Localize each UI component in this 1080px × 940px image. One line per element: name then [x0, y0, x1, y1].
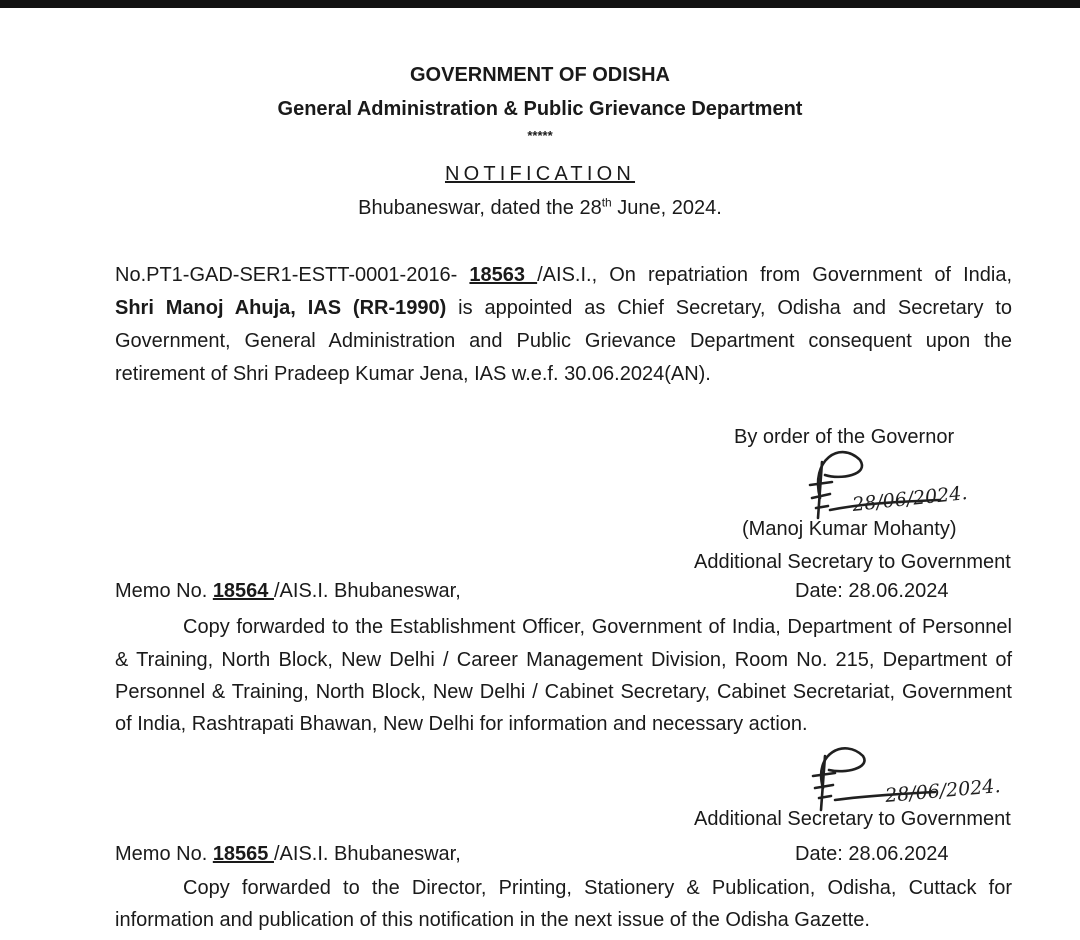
signatory-designation: Additional Secretary to Government: [694, 551, 1011, 573]
notification-title: NOTIFICATION: [444, 163, 636, 185]
memo-1-prefix: Memo No.: [115, 580, 213, 602]
memo-2-number: 18565: [212, 843, 274, 865]
notification-line-1: [115, 263, 1012, 287]
memo-1-number-line: [115, 580, 461, 603]
date-superscript: th: [601, 195, 612, 210]
department-title: General Administration & Public Grievance Department: [277, 98, 803, 120]
memo-2-line-2: information and publication of this notification in the next issue of the Odisha Gazette.: [115, 909, 870, 931]
notification-heading: [0, 163, 1080, 186]
date-suffix: June, 2024.: [611, 197, 722, 219]
date-prefix: Bhubaneswar, dated the 28: [358, 197, 602, 219]
by-order-text: By order of the Governor: [734, 426, 955, 448]
line2-rest: is appointed as Chief Secretary, Odisha and Secretary to: [446, 297, 1013, 319]
memo-1-suffix: /AIS.I. Bhubaneswar,: [273, 580, 461, 602]
memo-1-designation: Additional Secretary to Government: [694, 808, 1011, 830]
memo-1-line-4: of India, Rashtrapati Bhawan, New Delhi for information and necessary action.: [115, 713, 808, 735]
line1-rest: /AIS.I., On repatriation from Government of India,: [537, 264, 1012, 286]
government-title: GOVERNMENT OF ODISHA: [409, 64, 670, 86]
signature-1-date: 28/06/2024.: [851, 482, 969, 516]
appointee-name: Shri Manoj Ahuja, IAS (RR-1990): [115, 297, 447, 319]
reference-prefix: No.PT1-GAD-SER1-ESTT-0001-2016-: [115, 264, 470, 286]
memo-1-line-1: Copy forwarded to the Establishment Officer, Government of India, Department of Personnel: [183, 616, 1012, 638]
stars-divider: *****: [527, 128, 553, 143]
notification-line-3: Government, General Administration and Public Grievance Department consequent upon the: [115, 330, 1012, 352]
memo-1-line-2: & Training, North Block, New Delhi / Career Management Division, Room No. 215, Department of: [115, 649, 1012, 671]
memo-2-prefix: Memo No.: [115, 843, 213, 865]
memo-1-date: Date: 28.06.2024: [795, 580, 949, 602]
signature-2-date: 28/06/2024.: [884, 775, 1002, 807]
notification-date: [0, 197, 1080, 220]
memo-2-date: Date: 28.06.2024: [795, 843, 949, 865]
reference-number: 18563: [469, 264, 538, 286]
memo-2-line-1: Copy forwarded to the Director, Printing, Stationery & Publication, Odisha, Cuttack for: [183, 877, 1012, 899]
memo-1-number: 18564: [212, 580, 274, 602]
signatory-name: (Manoj Kumar Mohanty): [742, 518, 957, 540]
memo-1-line-3: Personnel & Training, North Block, New Delhi / Cabinet Secretary, Cabinet Secretariat, Government: [115, 681, 1012, 703]
signature-1: [800, 440, 1020, 530]
notification-line-2: [115, 296, 1012, 320]
memo-2-number-line: [115, 843, 461, 866]
memo-2-suffix: /AIS.I. Bhubaneswar,: [273, 843, 461, 865]
notification-line-4: retirement of Shri Pradeep Kumar Jena, IAS w.e.f. 30.06.2024(AN).: [115, 363, 711, 385]
top-border: [0, 0, 1080, 8]
